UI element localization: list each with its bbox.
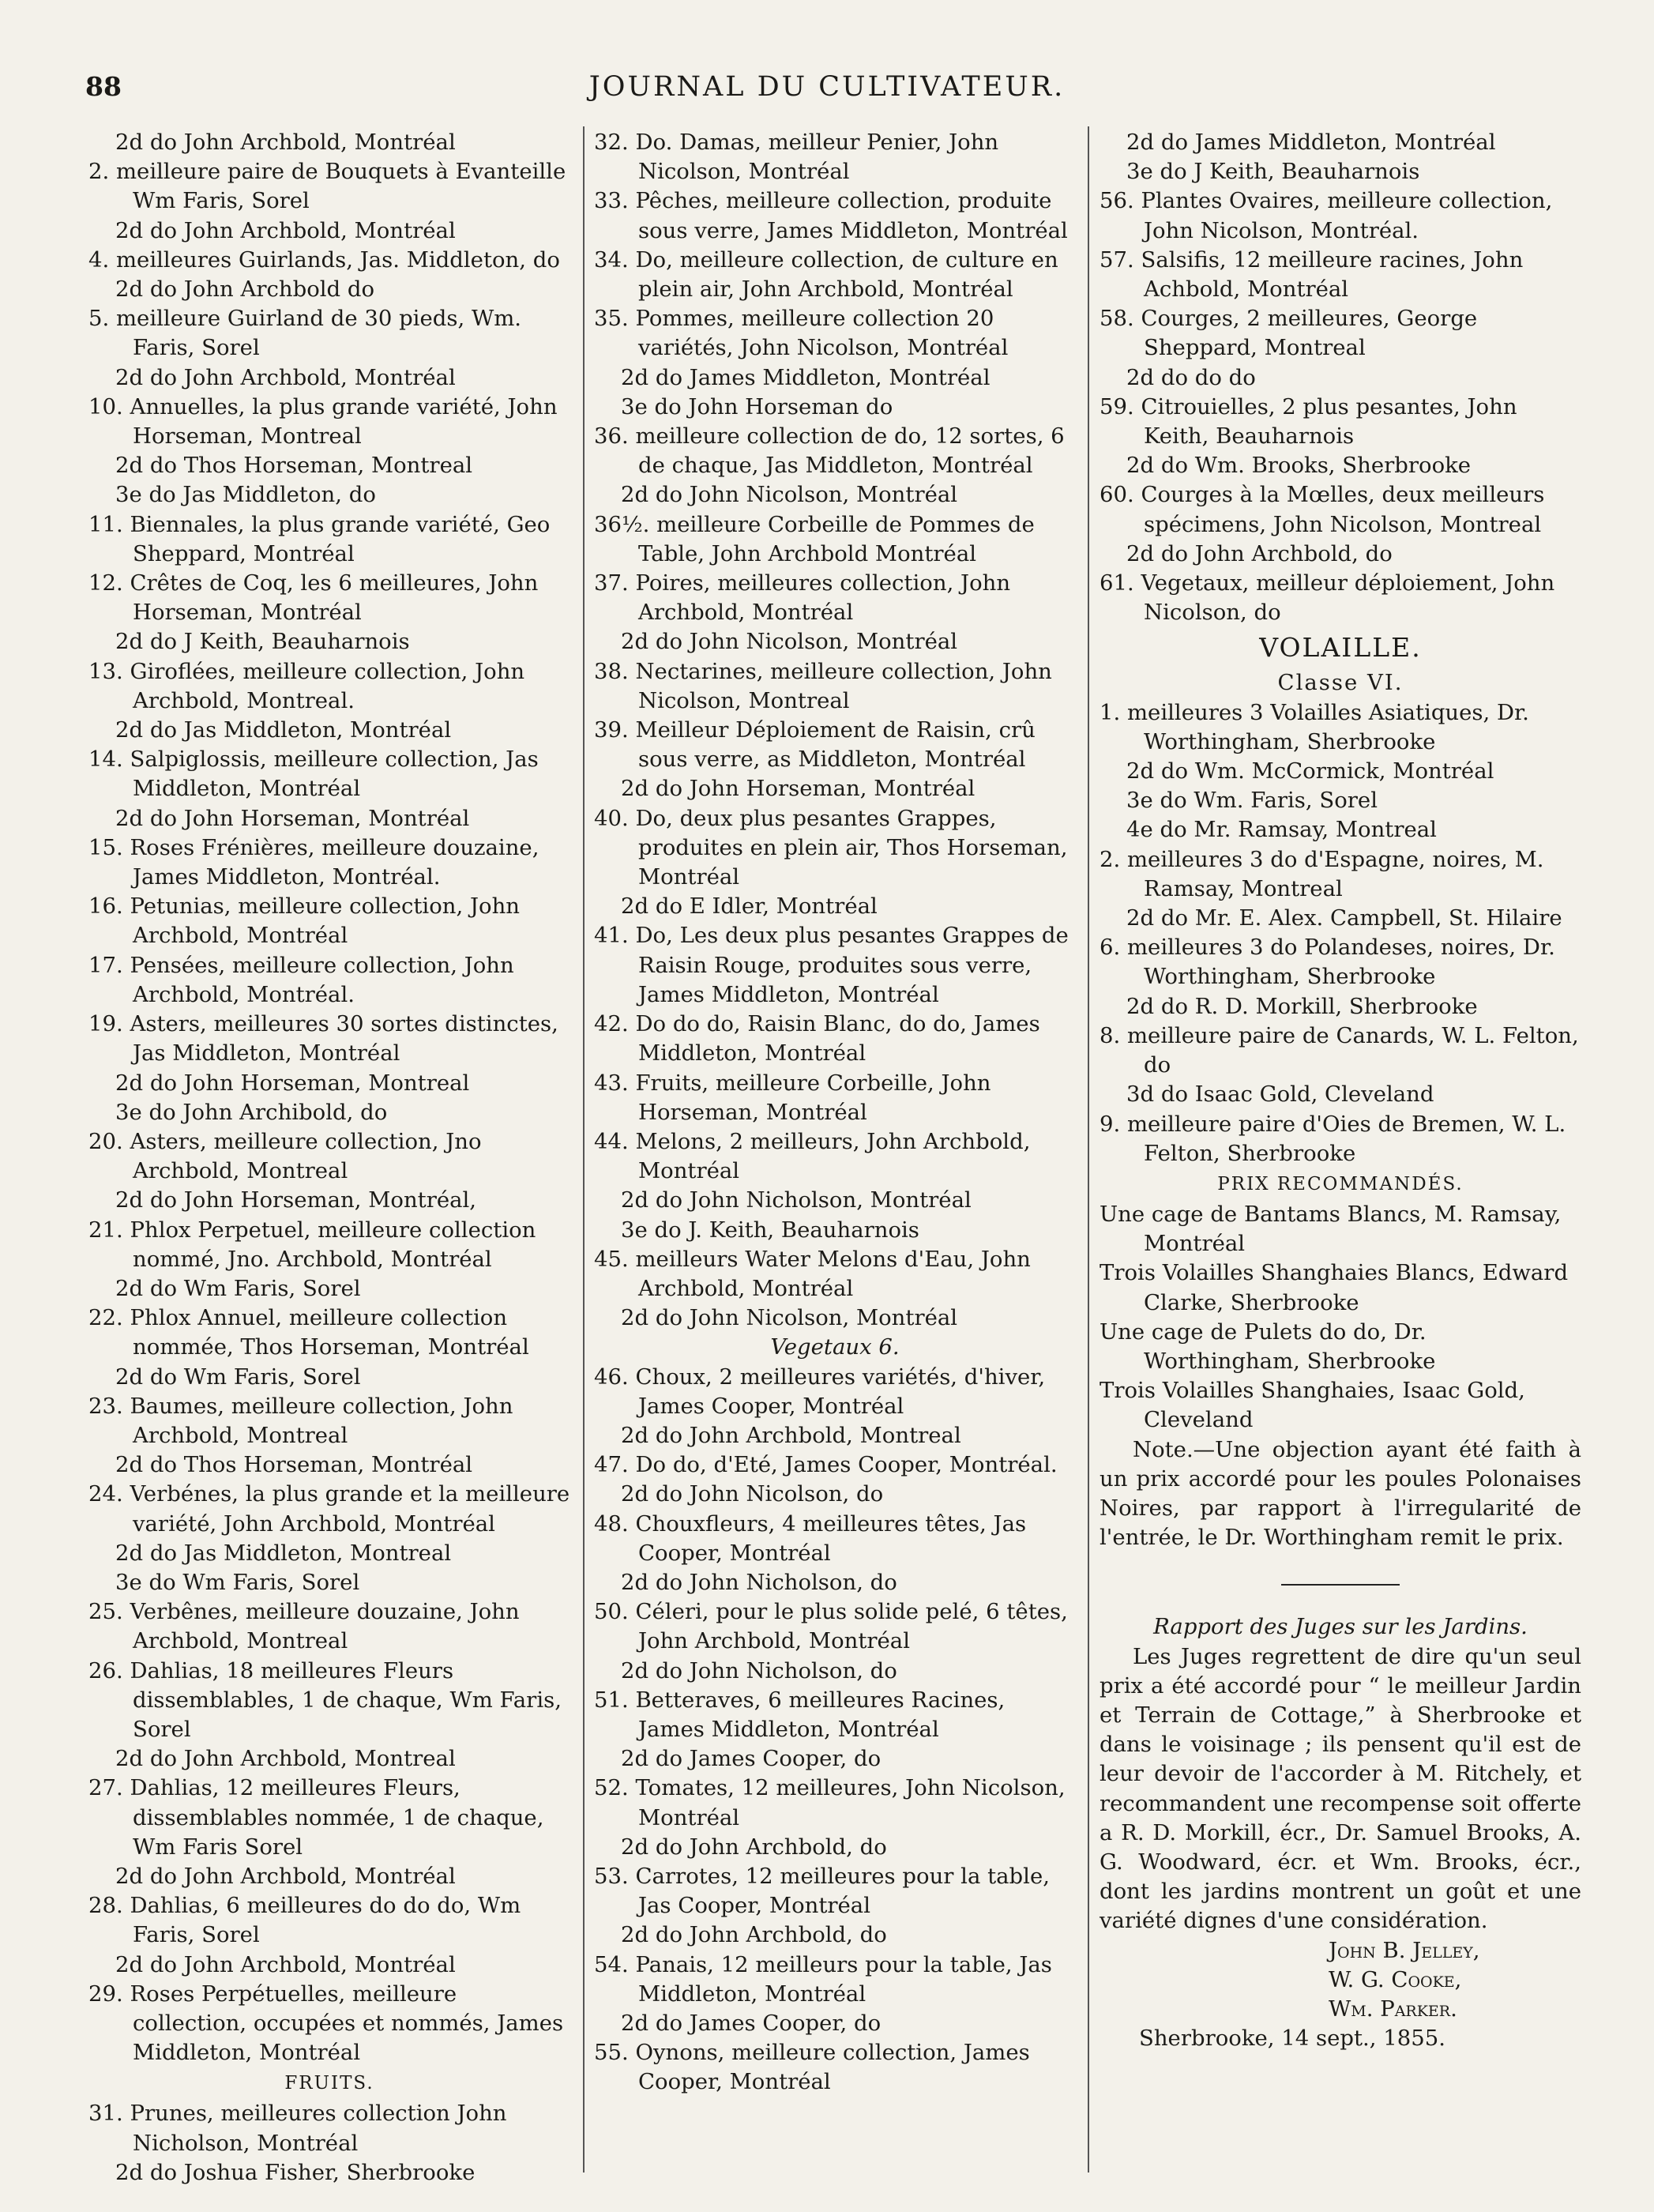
paragraph: Note.—Une objection ayant été faith à un prix accordé pour les poules Polonaises Noires, par rapport à l'irregularité de l'entrée, le Dr. Worthingham remit le prix. [1100, 1436, 1581, 1551]
prize-entry: 59. Citrouielles, 2 plus pesantes, John Keith, Beauharnois [1100, 393, 1517, 450]
prize-entry: 2. meilleures 3 do d'Espagne, noires, M. Ramsay, Montreal [1100, 846, 1544, 901]
prize-entry: 45. meilleurs Water Melons d'Eau, John Archbold, Montréal [594, 1246, 1031, 1301]
prize-entry: 1. meilleures 3 Volailles Asiatiques, Dr. Worthingham, Sherbrooke [1100, 699, 1529, 754]
prize-entry: 26. Dahlias, 18 meilleures Fleurs dissemblables, 1 de chaque, Wm Faris, Sorel [88, 1657, 562, 1742]
prize-entry: 22. Phlox Annuel, meilleure collection nommée, Thos Horseman, Montréal [88, 1305, 529, 1360]
column-rule [583, 126, 585, 2172]
prize-entry: Une cage de Bantams Blancs, M. Ramsay, Montréal [1100, 1201, 1562, 1257]
prize-entry: 44. Melons, 2 meilleurs, John Archbold, Montréal [594, 1128, 1031, 1184]
signature: Wm. Parker. [1329, 1996, 1457, 2022]
prize-entry: 38. Nectarines, meilleure collection, John Nicolson, Montreal [594, 658, 1052, 713]
runner-up-line: 2d do John Archbold do [115, 276, 375, 303]
prize-entry: 19. Asters, meilleures 30 sortes distinctes, Jas Middleton, Montréal [88, 1011, 558, 1066]
runner-up-line: 3d do Isaac Gold, Cleveland [1126, 1082, 1434, 1108]
runner-up-line: 2d do John Archbold, Montreal [115, 1746, 456, 1772]
italic-heading: Vegetaux 6. [770, 1334, 900, 1360]
prize-entry: Trois Volailles Shanghaies, Isaac Gold, Cleveland [1100, 1378, 1525, 1433]
prize-entry: 29. Roses Perpétuelles, meilleure collection, occupées et nommés, James Middleton, Montréal [88, 1981, 564, 2066]
runner-up-line: 3e do John Archibold, do [115, 1099, 388, 1125]
prize-entry: 34. Do, meilleure collection, de culture en plein air, John Archbold, Montréal [594, 246, 1058, 303]
prize-entry: 42. Do do do, Raisin Blanc, do do, James Middleton, Montréal [594, 1011, 1040, 1066]
runner-up-line: 3e do Wm. Faris, Sorel [1126, 788, 1378, 814]
prize-entry: 12. Crêtes de Coq, les 6 meilleures, John Horseman, Montréal [88, 570, 539, 626]
section-heading: Classe VI. [1277, 670, 1404, 696]
runner-up-line: 2d do Thos Horseman, Montreal [115, 453, 473, 479]
runner-up-line: 2d do John Horseman, Montreal [115, 1070, 470, 1096]
runner-up-line: 2d do John Horseman, Montréal [621, 776, 975, 802]
runner-up-line: 2d do John Nicolson, Montréal [621, 629, 958, 655]
prize-entry: 48. Chouxfleurs, 4 meilleures têtes, Jas Cooper, Montréal [594, 1510, 1027, 1566]
runner-up-line: 2d do John Nicholson, do [621, 1569, 897, 1595]
runner-up-line: 2d do Wm. Brooks, Sherbrooke [1126, 453, 1472, 479]
prize-entry: 40. Do, deux plus pesantes Grappes, produites en plein air, Thos Horseman, Montréal [594, 805, 1068, 890]
prize-entry: 13. Giroflées, meilleure collection, John Archbold, Montreal. [88, 658, 525, 713]
prize-entry: 6. meilleures 3 do Polandeses, noires, Dr. Worthingham, Sherbrooke [1100, 935, 1555, 990]
runner-up-line: 2d do Joshua Fisher, Sherbrooke [115, 2159, 476, 2185]
runner-up-line: 2d do John Archbold, Montréal [115, 364, 456, 390]
prize-entry: 5. meilleure Guirland de 30 pieds, Wm. Faris, Sorel [88, 306, 522, 361]
section-heading: PRIX RECOMMANDÉS. [1217, 1173, 1464, 1194]
runner-up-line: 2d do James Middleton, Montréal [621, 364, 991, 390]
runner-up-line: 2d do John Archbold, do [1126, 540, 1393, 566]
runner-up-line: 3e do J. Keith, Beauharnois [621, 1217, 919, 1243]
runner-up-line: 2d do John Nicholson, Montréal [621, 1187, 972, 1213]
column-3 [1100, 128, 1581, 2053]
prize-entry: 50. Céleri, pour le plus solide pelé, 6 têtes, John Archbold, Montréal [594, 1599, 1068, 1654]
prize-entry: 36½. meilleure Corbeille de Pommes de Table, John Archbold Montréal [594, 511, 1035, 566]
italic-heading: Rapport des Juges sur les Jardins. [1153, 1614, 1528, 1640]
runner-up-line: 2d do E Idler, Montréal [621, 893, 878, 920]
prize-entry: 21. Phlox Perpetuel, meilleure collection nommé, Jno. Archbold, Montréal [88, 1217, 536, 1272]
runner-up-line: 2d do John Horseman, Montréal, [115, 1187, 477, 1213]
prize-entry: 20. Asters, meilleure collection, Jno Archbold, Montreal [88, 1128, 482, 1184]
section-heading: VOLAILLE. [1259, 632, 1422, 664]
runner-up-line: 4e do Mr. Ramsay, Montreal [1126, 817, 1437, 843]
column-2 [594, 128, 1076, 2097]
prize-entry: 2. meilleure paire de Bouquets à Evanteille Wm Faris, Sorel [88, 159, 566, 214]
prize-entry: 54. Panais, 12 meilleurs pour la table, Jas Middleton, Montréal [594, 1951, 1052, 2007]
column-1 [88, 128, 570, 2188]
runner-up-line: 2d do Jas Middleton, Montreal [115, 1540, 452, 1566]
runner-up-line: 2d do John Archbold, do [621, 1834, 887, 1860]
runner-up-line: 2d do John Horseman, Montréal [115, 805, 470, 831]
prize-entry: 4. meilleures Guirlands, Jas. Middleton, do [88, 246, 560, 273]
prize-entry: 53. Carrotes, 12 meilleures pour la table, Jas Cooper, Montréal [594, 1863, 1050, 1919]
prize-entry: 46. Choux, 2 meilleures variétés, d'hiver, James Cooper, Montréal [594, 1364, 1046, 1419]
prize-entry: 35. Pommes, meilleure collection 20 variétés, John Nicolson, Montréal [594, 306, 1009, 361]
runner-up-line: 2d do John Archbold, Montréal [115, 130, 456, 155]
dateline: Sherbrooke, 14 sept., 1855. [1139, 2026, 1445, 2052]
prize-entry: 28. Dahlias, 6 meilleures do do do, Wm Faris, Sorel [88, 1893, 521, 1948]
prize-entry: 41. Do, Les deux plus pesantes Grappes de Raisin Rouge, produites sous verre, James Middleton, Montréal [594, 923, 1069, 1007]
prize-entry: 61. Vegetaux, meilleur déploiement, John Nicolson, do [1100, 570, 1555, 626]
runner-up-line: 3e do Wm Faris, Sorel [115, 1569, 360, 1595]
runner-up-line: 2d do Wm. McCormick, Montréal [1126, 758, 1494, 784]
separator-rule [1281, 1584, 1400, 1586]
runner-up-line: 2d do John Nicolson, Montréal [621, 482, 958, 508]
prize-entry: 36. meilleure collection de do, 12 sortes, 6 de chaque, Jas Middleton, Montréal [594, 423, 1065, 479]
runner-up-line: 2d do John Archbold, do [621, 1922, 887, 1948]
column-rule [1088, 126, 1089, 2172]
prize-entry: 9. meilleure paire d'Oies de Bremen, W. L. Felton, Sherbrooke [1100, 1111, 1566, 1166]
prize-entry: 8. meilleure paire de Canards, W. L. Felton, do [1100, 1022, 1579, 1078]
runner-up-line: 2d do John Nicolson, Montréal [621, 1305, 958, 1331]
runner-up-line: 2d do John Nicolson, do [621, 1481, 884, 1507]
prize-entry: Trois Volailles Shanghaies Blancs, Edward Clarke, Sherbrooke [1100, 1260, 1569, 1315]
runner-up-line: 2d do John Archbold, Montréal [115, 1863, 456, 1889]
runner-up-line: 2d do Thos Horseman, Montréal [115, 1452, 473, 1478]
prize-entry: 17. Pensées, meilleure collection, John Archbold, Montréal. [88, 952, 514, 1007]
prize-entry: 11. Biennales, la plus grande variété, Geo Sheppard, Montréal [88, 511, 551, 566]
runner-up-line: 2d do John Archbold, Montréal [115, 217, 456, 243]
runner-up-line: 2d do James Cooper, do [621, 2011, 882, 2036]
runner-up-line: 2d do R. D. Morkill, Sherbrooke [1126, 993, 1478, 1019]
runner-up-line: 2d do James Cooper, do [621, 1746, 882, 1772]
prize-entry: 27. Dahlias, 12 meilleures Fleurs, dissemblables nommée, 1 de chaque, Wm Faris Sorel [88, 1775, 544, 1860]
running-title: JOURNAL DU CULTIVATEUR. [588, 71, 1066, 103]
section-heading: FRUITS. [284, 2073, 374, 2094]
page-header [0, 0, 1654, 103]
runner-up-line: 3e do John Horseman do [621, 393, 893, 419]
prize-entry: 47. Do do, d'Eté, James Cooper, Montréal. [594, 1452, 1058, 1478]
runner-up-line: 2d do James Middleton, Montréal [1126, 130, 1496, 155]
runner-up-line: 2d do John Archbold, Montreal [621, 1422, 961, 1448]
signature: John B. Jelley, [1329, 1937, 1480, 1963]
runner-up-line: 3e do J Keith, Beauharnois [1126, 159, 1420, 185]
prize-entry: Une cage de Pulets do do, Dr. Worthingham, Sherbrooke [1100, 1319, 1436, 1374]
paragraph: Les Juges regrettent de dire qu'un seul prix a été accordé pour “ le meilleur Jardin et Terrain de Cottage,” à Sherbrooke et dans le voisinage ; ils pensent qu'il est de leur devoir de l'accorder à M. Ritchely, et recommandent une recompense soit offerte a R. D. Morkill, écr., Dr. Samuel Brooks, A. G. Woodward, écr. et Wm. Brooks, écr., dont les jardins montrent un goût et une variété dignes d'une considération. [1100, 1643, 1581, 1934]
prize-entry: 57. Salsifis, 12 meilleure racines, John Achbold, Montréal [1100, 246, 1524, 303]
prize-entry: 58. Courges, 2 meilleures, George Sheppard, Montreal [1100, 306, 1478, 361]
prize-entry: 43. Fruits, meilleure Corbeille, John Horseman, Montréal [594, 1070, 991, 1125]
prize-entry: 16. Petunias, meilleure collection, John Archbold, Montréal [88, 893, 520, 949]
runner-up-line: 2d do do do [1126, 364, 1256, 390]
runner-up-line: 2d do J Keith, Beauharnois [115, 629, 410, 655]
prize-entry: 60. Courges à la Mœlles, deux meilleurs spécimens, John Nicolson, Montreal [1100, 482, 1545, 537]
prize-entry: 33. Pêches, meilleure collection, produite sous verre, James Middleton, Montréal [594, 188, 1068, 243]
prize-entry: 52. Tomates, 12 meilleures, John Nicolson, Montréal [594, 1775, 1066, 1830]
runner-up-line: 2d do Jas Middleton, Montréal [115, 717, 452, 743]
prize-entry: 10. Annuelles, la plus grande variété, John Horseman, Montreal [88, 393, 558, 450]
prize-entry: 31. Prunes, meilleures collection John Nicholson, Montréal [88, 2101, 507, 2156]
prize-entry: 32. Do. Damas, meilleur Penier, John Nicolson, Montréal [594, 130, 999, 185]
prize-entry: 15. Roses Frénières, meilleure douzaine, James Middleton, Montréal. [88, 834, 539, 890]
prize-entry: 24. Verbénes, la plus grande et la meilleure variété, John Archbold, Montréal [88, 1481, 570, 1537]
runner-up-line: 3e do Jas Middleton, do [115, 482, 376, 508]
prize-entry: 51. Betteraves, 6 meilleures Racines, James Middleton, Montréal [594, 1687, 1006, 1742]
prize-entry: 14. Salpiglossis, meilleure collection, Jas Middleton, Montréal [88, 747, 539, 802]
runner-up-line: 2d do Mr. E. Alex. Campbell, St. Hilaire [1126, 905, 1562, 931]
signature: W. G. Cooke, [1329, 1966, 1462, 1992]
page-number: 88 [85, 71, 122, 102]
prize-entry: 55. Oynons, meilleure collection, James Cooper, Montréal [594, 2040, 1030, 2095]
prize-entry: 56. Plantes Ovaires, meilleure collection, John Nicolson, Montréal. [1100, 188, 1553, 243]
runner-up-line: 2d do John Archbold, Montréal [115, 1951, 456, 1977]
prize-entry: 25. Verbênes, meilleure douzaine, John Archbold, Montreal [88, 1599, 520, 1654]
runner-up-line: 2d do Wm Faris, Sorel [115, 1364, 361, 1390]
runner-up-line: 2d do Wm Faris, Sorel [115, 1275, 361, 1301]
runner-up-line: 2d do John Nicholson, do [621, 1657, 897, 1683]
prize-entry: 39. Meilleur Déploiement de Raisin, crû sous verre, as Middleton, Montréal [594, 717, 1036, 773]
prize-entry: 23. Baumes, meilleure collection, John Archbold, Montreal [88, 1393, 513, 1448]
prize-entry: 37. Poires, meilleures collection, John Archbold, Montréal [594, 570, 1011, 626]
